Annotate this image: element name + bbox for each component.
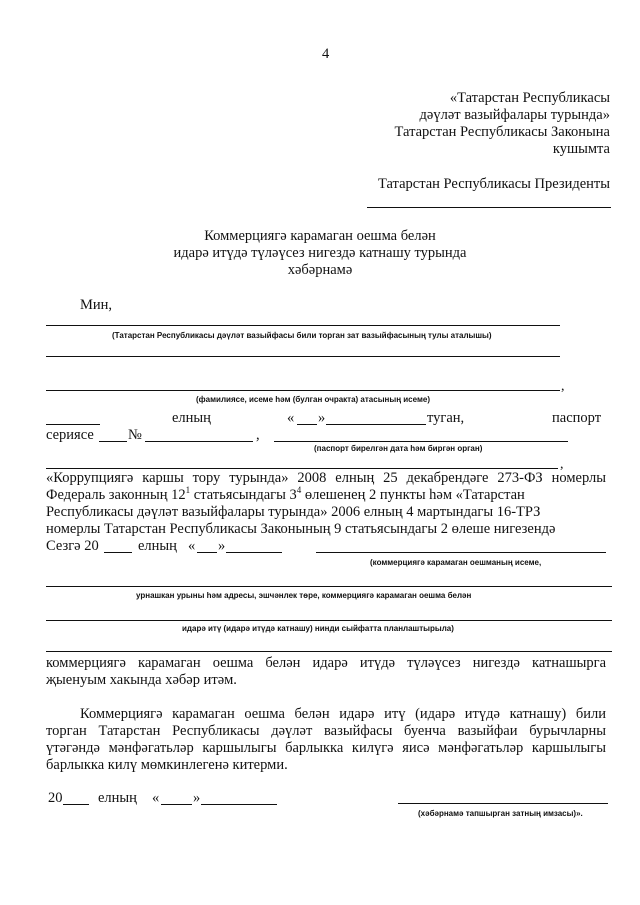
participation-caption: идарә итү (идарә итүдә катнашу) нинди сыйфатта планлаштырыла) bbox=[182, 624, 454, 633]
law-line-5c: « bbox=[188, 538, 196, 554]
conflict-line-4: барлыкка килү мөмкинлегенә китерми. bbox=[46, 757, 288, 773]
page-number: 4 bbox=[322, 46, 330, 62]
participation-line bbox=[46, 620, 612, 621]
birth-month-blank bbox=[326, 424, 426, 425]
month-blank bbox=[226, 552, 282, 553]
appendix-line-1: «Татарстан Республикасы bbox=[449, 90, 610, 106]
law-line-5a: Сезгә 20 bbox=[46, 538, 99, 554]
birth-year-word: елның bbox=[172, 410, 211, 426]
fullname-field-line bbox=[46, 390, 560, 391]
notice-line-2: җыенуым хакында хәбәр итәм. bbox=[46, 672, 237, 688]
signature-line bbox=[398, 803, 608, 804]
appendix-line-2: дәүләт вазыйфалары турында» bbox=[419, 107, 610, 123]
birth-quote-open: « bbox=[287, 410, 295, 426]
position-caption: (Татарстан Республикасы дәүләт вазыйфасы били торган зат вазыйфасының тулы аталышы) bbox=[112, 331, 492, 340]
birth-day-line bbox=[46, 424, 100, 425]
passport-issuer-line bbox=[274, 441, 568, 442]
appendix-line-4: кушымта bbox=[552, 141, 610, 157]
addressee-underline bbox=[367, 207, 611, 208]
extra-comma: , bbox=[560, 457, 564, 472]
org-name-line bbox=[316, 552, 606, 553]
fullname-caption: (фамилиясе, исеме һәм (булган очракта) атасының исеме) bbox=[196, 395, 430, 404]
fullname-comma: , bbox=[561, 379, 565, 394]
conflict-line-1: Коммерциягә карамаган оешма белән идарә итү (идарә итүдә катнашу) били bbox=[80, 706, 606, 722]
org-address-line bbox=[46, 586, 612, 587]
extra-field-line bbox=[46, 468, 558, 469]
law-line-3: Республикасы дәүләт вазыйфалары турында» 2006 елның 4 мартындагы 16-ТРЗ bbox=[46, 504, 541, 520]
appendix-line-3: Татарстан Республикасы Законына bbox=[394, 124, 610, 140]
org-address-caption: урнашкан урыны һәм адресы, эшчәнлек төре, коммерциягә карамаган оешма белән bbox=[136, 591, 472, 600]
org-name-caption: (коммерциягә карамаган оешманың исеме, bbox=[370, 558, 542, 567]
number-sign: № bbox=[128, 427, 142, 443]
born-word: туган, bbox=[427, 410, 465, 426]
intro-word: Мин, bbox=[80, 297, 113, 313]
date-year-prefix: 20 bbox=[48, 790, 63, 806]
conflict-line-3: үтәгәндә мәнфәгатьләр каршылыгы барлыкка килүгә яисә мәнфәгатьләр каршылыгы bbox=[46, 740, 606, 756]
date-year-blank bbox=[63, 804, 89, 805]
position-field-line bbox=[46, 325, 560, 326]
date-quote-close: » bbox=[193, 790, 201, 806]
conflict-line-2: торган Татарстан Республикасы дәүләт вазыйфасы буенча вазыйфаи бурычларны bbox=[46, 723, 606, 739]
date-month-blank bbox=[201, 804, 277, 805]
date-day-blank bbox=[161, 804, 192, 805]
law-line-5b: елның bbox=[138, 538, 177, 554]
position-field-line-2 bbox=[46, 356, 560, 357]
passport-word: паспорт bbox=[552, 410, 602, 426]
day-blank bbox=[197, 552, 217, 553]
notice-line-1: коммерциягә карамаган оешма белән идарә итүдә түләүсез нигездә катнашырга bbox=[46, 655, 606, 671]
law-line-4: номерлы Татарстан Республикасы Законының 9 статьясындагы 2 өлеше нигезендә bbox=[46, 521, 556, 537]
title-line-3: хәбәрнамә bbox=[287, 262, 353, 278]
series-word: сериясе bbox=[46, 427, 94, 443]
year-blank bbox=[104, 552, 132, 553]
birth-quote-close: » bbox=[318, 410, 326, 426]
date-year-word: елның bbox=[98, 790, 137, 806]
title-line-1: Коммерциягә карамаган оешма белән bbox=[204, 228, 436, 244]
passport-issuer-caption: (паспорт бирелгән дата һәм биргән орган) bbox=[314, 444, 483, 453]
title-line-2: идарә итүдә түләүсез нигездә катнашу турында bbox=[173, 245, 467, 261]
number-blank bbox=[145, 441, 253, 442]
addressee: Татарстан Республикасы Президенты bbox=[378, 176, 610, 192]
law-line-1: «Коррупциягә каршы тору турында» 2008 елның 25 декабрендәге 273-ФЗ номерлы bbox=[46, 470, 606, 486]
series-comma: , bbox=[256, 427, 260, 443]
law-line-5d: » bbox=[218, 538, 226, 554]
law-line-2: Федераль законның $12^1$ статьясындагы $3^4$ өлешенең 2 пункты һәм «Татарстан bbox=[46, 485, 525, 503]
birth-day-blank bbox=[297, 424, 317, 425]
date-quote-open: « bbox=[152, 790, 160, 806]
participation-line-2 bbox=[46, 651, 612, 652]
signature-caption: (хәбәрнамә тапшырган затның имзасы)». bbox=[418, 809, 583, 818]
series-blank bbox=[99, 441, 127, 442]
